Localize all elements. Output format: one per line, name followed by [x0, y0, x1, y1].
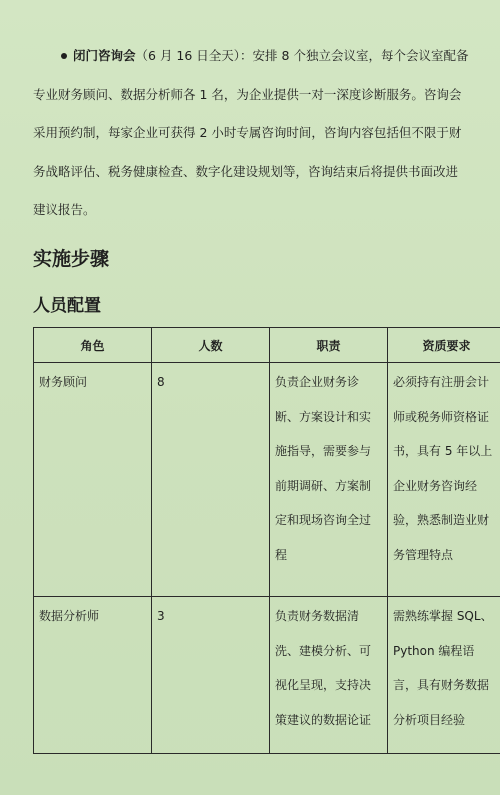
- duty-line: 视化呈现，支持决: [275, 678, 372, 692]
- cell-qualification: [388, 363, 500, 597]
- intro-line-2: 专业财务顾问、数据分析师各 1 名，为企业提供一对一深度诊断服务。咨询会: [33, 86, 462, 102]
- intro-line-4: 务战略评估、税务健康检查、数字化建设规划等，咨询结束后将提供书面改进: [33, 163, 459, 179]
- staff-table: [33, 327, 500, 754]
- qual-line: 言，具有财务数据: [393, 678, 490, 692]
- role-text: 数据分析师: [39, 609, 100, 623]
- role-text: 财务顾问: [39, 375, 88, 389]
- qual-line: 验，熟悉制造业财: [393, 513, 490, 527]
- table-row: [34, 363, 500, 597]
- intro-paragraph: [33, 37, 500, 230]
- cell-count: [152, 363, 270, 597]
- bullet-rest: （6 月 16 日全天）：安排 8 个独立会议室，每个会议室配备: [135, 48, 469, 63]
- intro-line-5: 建议报告。: [33, 202, 96, 217]
- duty-line: 前期调研、方案制: [275, 478, 372, 493]
- bullet-title: 闭门咨询会: [73, 48, 136, 63]
- cell-role: [34, 363, 152, 597]
- duty-line: 洗、建模分析、可: [275, 643, 372, 658]
- qual-line: 师或税务师资格证: [393, 409, 490, 424]
- duty-line: 程: [275, 547, 288, 562]
- duty-line: 施指导，需要参与: [275, 444, 372, 458]
- qual-line: 需熟练掌握 SQL、: [393, 609, 493, 623]
- qual-line: Python 编程语: [393, 643, 475, 658]
- count-text: 8: [157, 375, 165, 389]
- qual-line: 书，具有 5 年以上: [393, 444, 493, 458]
- cell-qualification: [388, 597, 500, 754]
- duty-line: 负责财务数据清: [275, 609, 360, 623]
- qual-line: 企业财务咨询经: [393, 478, 478, 493]
- section-title: 实施步骤: [33, 248, 110, 270]
- header-duty: 职责: [270, 328, 388, 363]
- header-role: 角色: [34, 328, 152, 363]
- header-count: 人数: [152, 328, 270, 363]
- header-qualification: 资质要求: [388, 328, 500, 363]
- table-header-row: [34, 328, 500, 363]
- count-text: 3: [157, 609, 165, 623]
- qual-line: 必须持有注册会计: [393, 375, 490, 389]
- intro-line-3: 采用预约制，每家企业可获得 2 小时专属咨询时间，咨询内容包括但不限于财: [33, 125, 462, 140]
- duty-line: 策建议的数据论证: [275, 712, 372, 727]
- duty-line: 定和现场咨询全过: [275, 513, 372, 527]
- subsection-title: 人员配置: [33, 296, 101, 316]
- qual-line: 分析项目经验: [393, 712, 466, 727]
- table-row: [34, 597, 500, 754]
- cell-role: [34, 597, 152, 754]
- duty-line: 负责企业财务诊: [275, 375, 360, 389]
- bullet-dot-icon: [61, 53, 67, 59]
- intro-line-1: [33, 37, 500, 76]
- cell-duty: [270, 597, 388, 754]
- cell-count: [152, 597, 270, 754]
- duty-line: 断、方案设计和实: [275, 409, 372, 424]
- qual-line: 务管理特点: [393, 547, 454, 562]
- cell-duty: [270, 363, 388, 597]
